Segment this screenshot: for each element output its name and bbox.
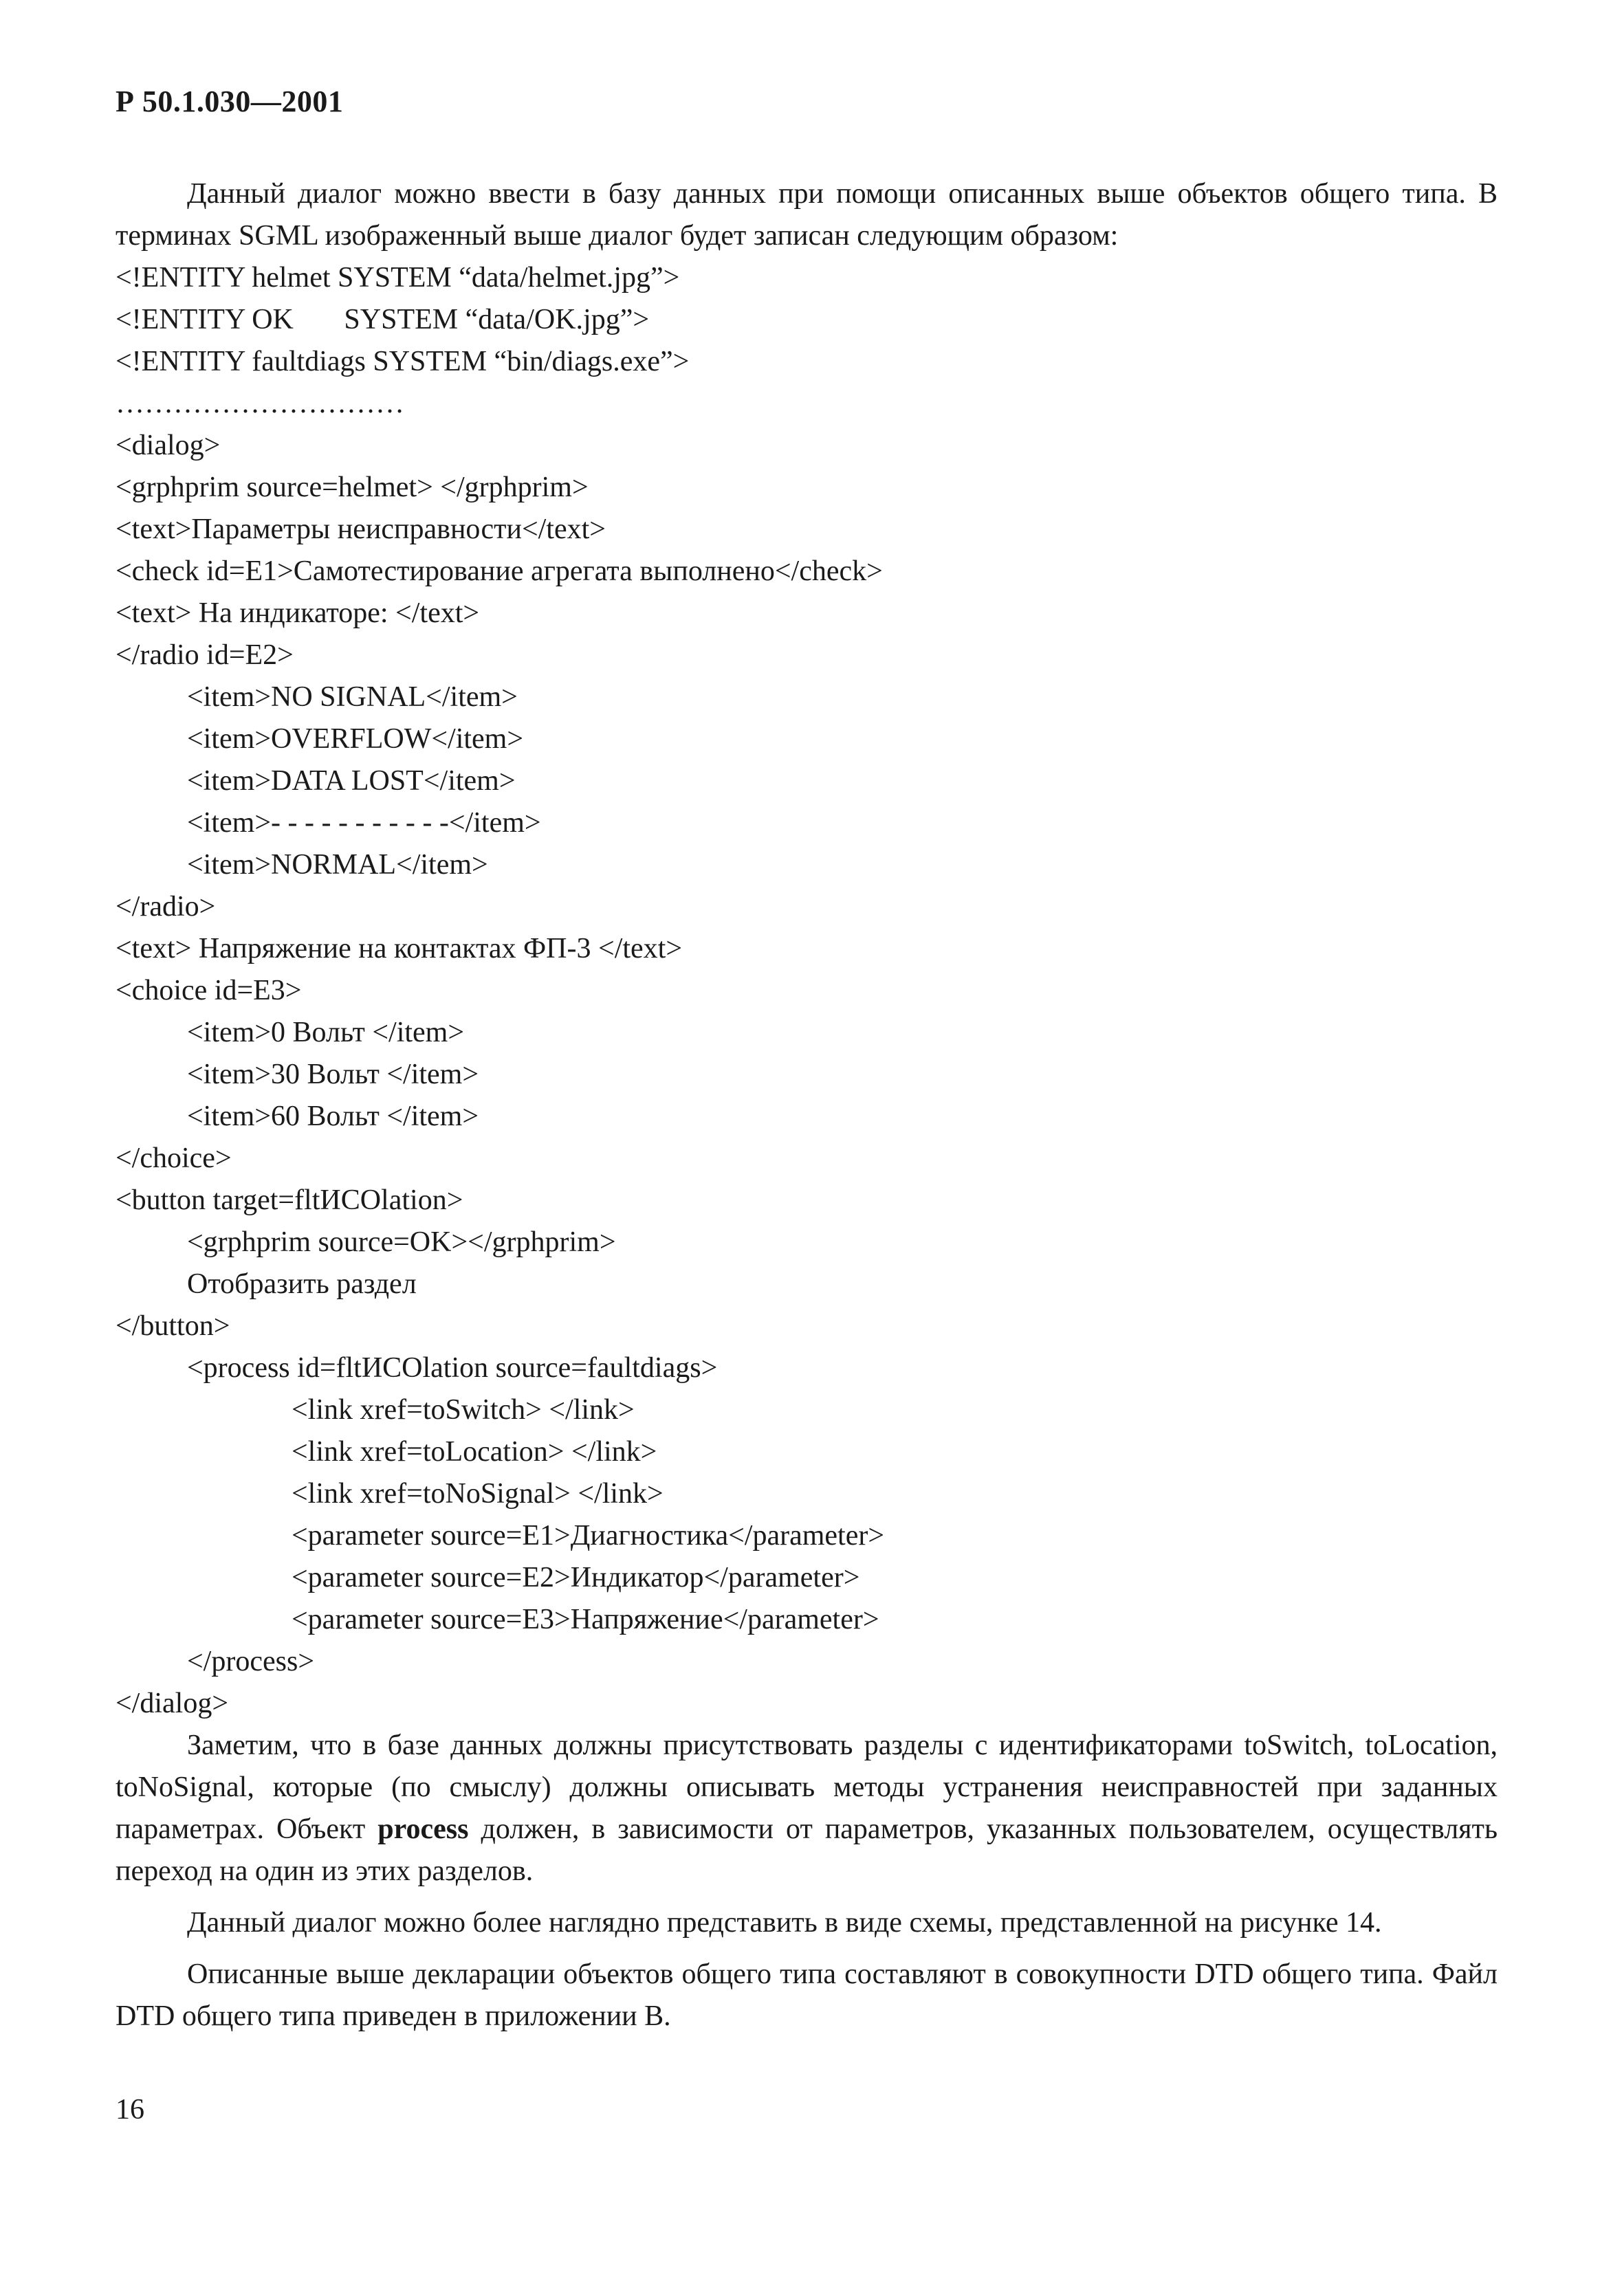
code-line: <choice id=E3> — [116, 975, 302, 1006]
scheme-paragraph: Данный диалог можно более наглядно представить в виде схемы, представленной на рисунке 14. — [187, 1907, 1382, 1939]
code-line: ………………………… — [116, 388, 404, 419]
code-line: <item>NORMAL</item> — [187, 849, 488, 881]
code-line: <item>30 Вольт </item> — [187, 1059, 479, 1090]
code-line: </choice> — [116, 1143, 232, 1174]
code-line: <link xref=toNoSignal> </link> — [292, 1478, 664, 1510]
code-line: </radio> — [116, 891, 216, 923]
code-line: <text> Напряжение на контактах ФП-3 </text> — [116, 933, 683, 964]
code-line: </button> — [116, 1310, 230, 1342]
document-code-header: Р 50.1.030—2001 — [116, 85, 344, 118]
code-line: <grphprim source=helmet> </grphprim> — [116, 472, 589, 503]
note-paragraph — [116, 1725, 1498, 1892]
code-line: </process> — [187, 1646, 315, 1677]
code-line: <item>0 Вольт </item> — [187, 1017, 465, 1048]
page-content — [116, 173, 1498, 2038]
code-line: <item>- - - - - - - - - - -</item> — [187, 807, 541, 839]
code-line: <item>60 Вольт </item> — [187, 1101, 479, 1132]
code-line: <text> На индикаторе: </text> — [116, 597, 480, 629]
code-line: <item>OVERFLOW</item> — [187, 723, 524, 755]
code-line: <text>Параметры неисправности</text> — [116, 514, 606, 545]
code-line: <button target=fltИСОlation> — [116, 1184, 463, 1216]
intro-paragraph: Данный диалог можно ввести в базу данных при помощи описанных выше объектов общего типа. В терминах SGML изображенный выше диалог будет записан следующим образом: — [116, 178, 1498, 252]
note-text-before: Заметим, что в базе данных должны присутствовать разделы с идентификаторами toSwitch, toLocation, toNoSignal, которые (по смыслу) должны описывать методы устранения неисправностей при заданных параметрах. Объект — [116, 1730, 1498, 1845]
code-line: </dialog> — [116, 1688, 229, 1719]
code-line: <!ENTITY faultdiags SYSTEM “bin/diags.exe”> — [116, 346, 690, 377]
note-text-after: должен, в зависимости от параметров, указанных пользователем, осуществлять переход на один из этих разделов. — [116, 1813, 1498, 1887]
code-line: <link xref=toSwitch> </link> — [292, 1394, 635, 1426]
code-line: <process id=fltИСОlation source=faultdiags> — [187, 1352, 718, 1384]
sgml-code-block — [116, 257, 1498, 1725]
process-keyword: process — [377, 1813, 469, 1845]
code-line: <item>DATA LOST</item> — [187, 765, 516, 797]
code-line: <parameter source=E3>Напряжение</parameter> — [292, 1604, 879, 1635]
code-line: <item>NO SIGNAL</item> — [187, 681, 518, 713]
code-line: <!ENTITY OK SYSTEM “data/OK.jpg”> — [116, 304, 650, 335]
code-line: Отобразить раздел — [187, 1268, 417, 1300]
page-number: 16 — [116, 2094, 144, 2126]
code-line: <parameter source=E1>Диагностика</parameter> — [292, 1520, 885, 1552]
dtd-paragraph: Описанные выше декларации объектов общего типа составляют в совокупности DTD общего типа. Файл DTD общего типа приведен в приложении В. — [116, 1958, 1498, 2032]
code-line: <link xref=toLocation> </link> — [292, 1436, 657, 1468]
code-line: <!ENTITY helmet SYSTEM “data/helmet.jpg”> — [116, 262, 680, 294]
code-line: <grphprim source=OK></grphprim> — [187, 1226, 616, 1258]
code-line: <dialog> — [116, 430, 221, 461]
code-line: <parameter source=E2>Индикатор</parameter> — [292, 1562, 860, 1593]
code-line: <check id=E1>Самотестирование агрегата выполнено</check> — [116, 555, 883, 587]
code-line: </radio id=E2> — [116, 639, 294, 671]
